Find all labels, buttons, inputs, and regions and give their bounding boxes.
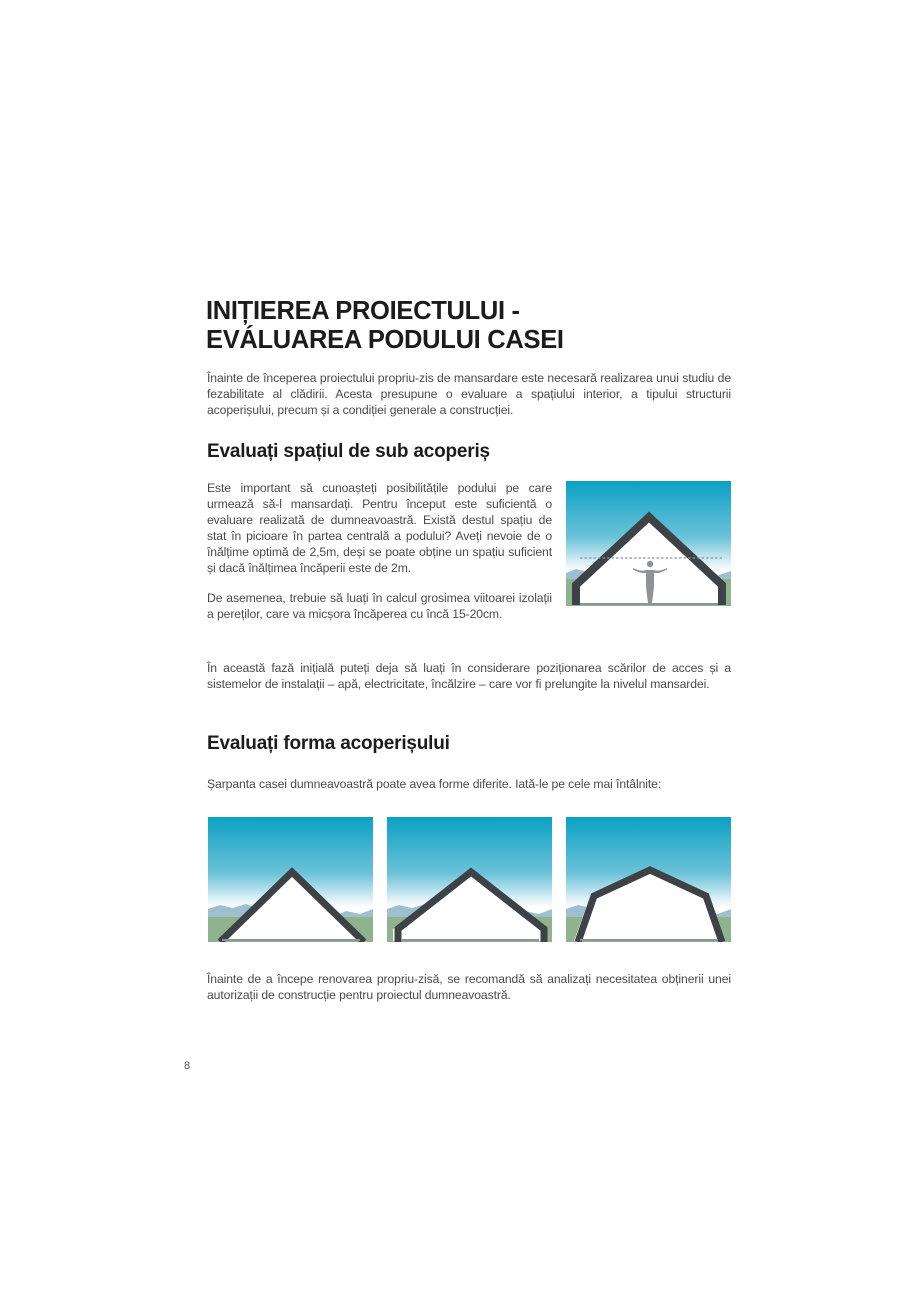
section2-paragraph2: Înainte de a începe renovarea propriu-zisă, se recomandă să analizați necesitatea obținerii unei autorizații de construcție pentru proiectul dumneavoastră. (207, 972, 731, 1002)
page-number: 8 (184, 1060, 191, 1072)
section-heading-space: Evaluați spațiul de sub acoperiș (207, 441, 490, 462)
page-title (206, 297, 766, 355)
section2-paragraph1: Șarpanta casei dumneavoastră poate avea forme diferite. Iată-le pe cele mai întâlnite: (207, 777, 662, 791)
roof-shape-mansard (566, 817, 731, 942)
section-heading-roof-shape: Evaluați forma acoperișului (207, 733, 450, 754)
page-title-line2: EVÁLUAREA PODULUI CASEI (206, 326, 564, 354)
section1-paragraph1: Este important să cunoașteți posibilitățile podului pe care urmează să-l mansardați. Pentru început este suficientă o evaluare realizată de dumneavoastră. Există destul spațiu de stat în picioare în partea centrală a podului? Aveți nevoie de o înălțime optimă de 2,5m, deși se poate obține un spațiu suficient și dacă înălțimea încăperii este de 2m. (207, 481, 552, 575)
a-frame-roof-icon (208, 817, 373, 942)
section1-paragraph3: În această fază inițială puteți deja să luați în considerare poziționarea scărilor de acces și a sistemelor de instalații – apă, electricitate, încălzire – care vor fi prelungite la nivelul mansardei. (207, 661, 731, 691)
section1-paragraph2: De asemenea, trebuie să luați în calcul grosimea viitoarei izolații a pereților, care va micșora încăperea cu încă 15-20cm. (207, 591, 552, 621)
intro-paragraph: Înainte de începerea proiectului propriu-zis de mansardare este necesară realizarea unui studiu de fezabilitate al clădirii. Acesta presupune o evaluare a spațiului interior, a tipului structurii acoperișului, precum și a condiției generale a construcției. (207, 371, 731, 417)
gable-roof-icon (387, 817, 552, 942)
attic-illustration-icon (566, 481, 731, 606)
mansard-roof-icon (566, 817, 731, 942)
roof-shape-gable-knee-walls (387, 817, 552, 942)
roof-shape-a-frame (208, 817, 373, 942)
page-title-line1: INIȚIEREA PROIECTULUI - (206, 297, 520, 325)
attic-cross-section-illustration (566, 481, 731, 606)
